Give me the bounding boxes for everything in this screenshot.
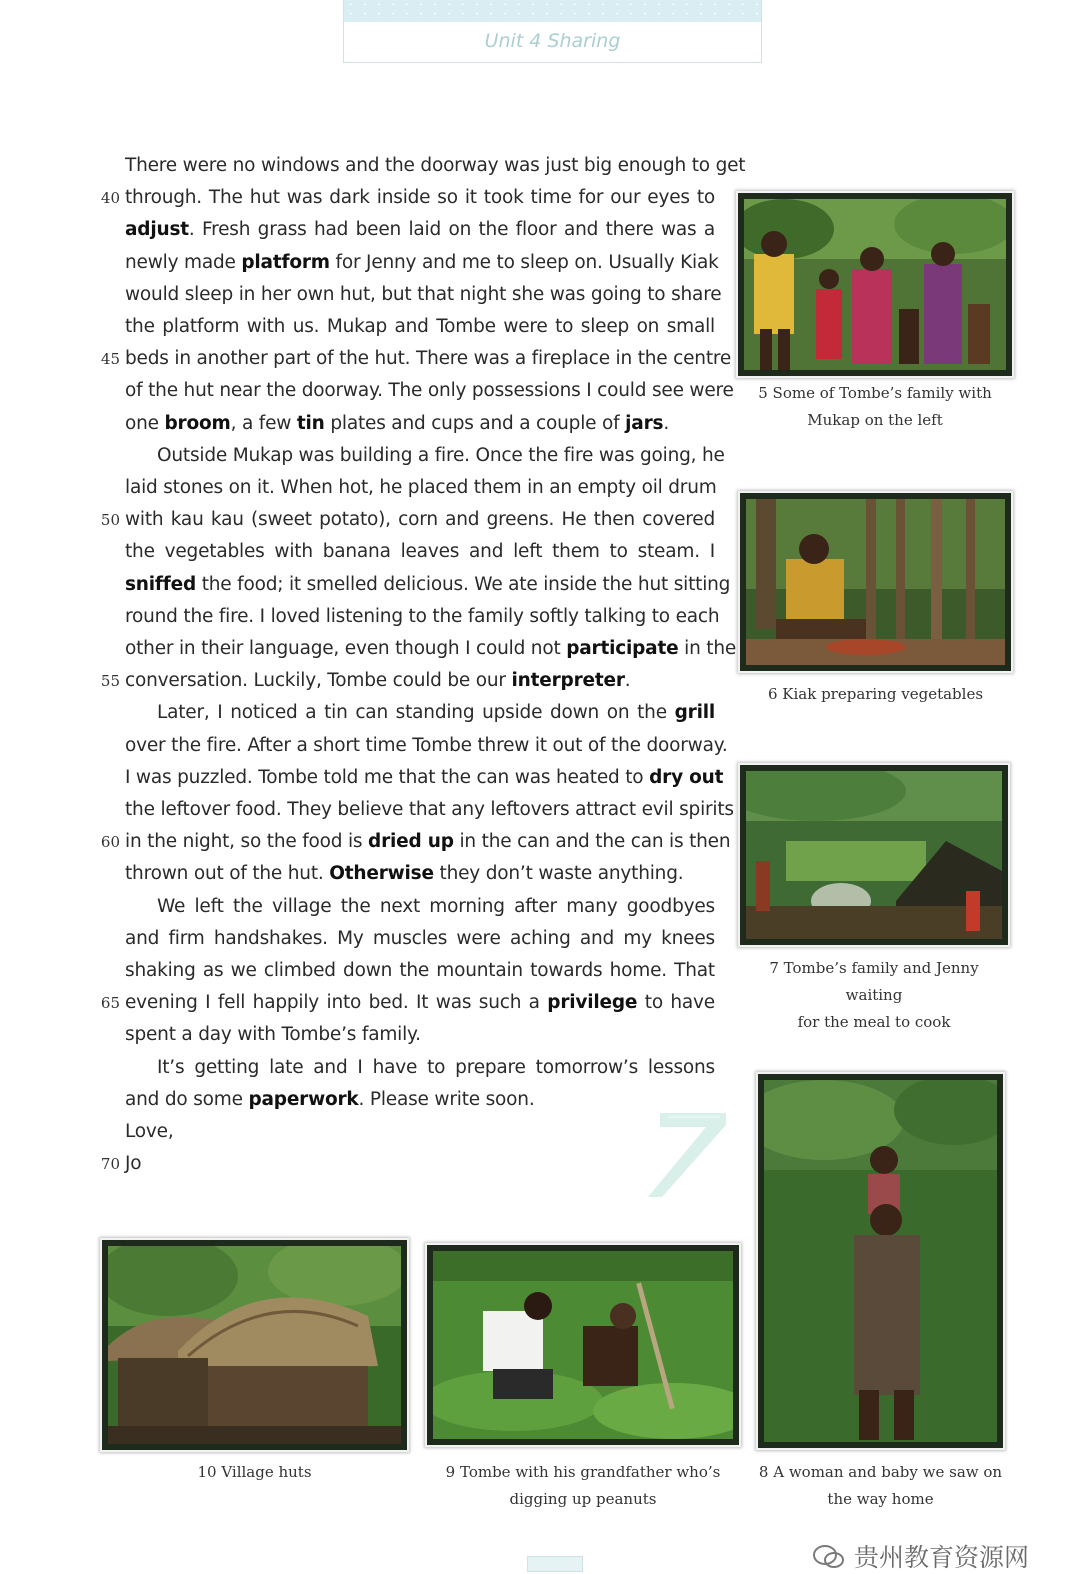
passage-text: , a few [230, 412, 297, 434]
passage-text: round the fire. I loved listening to the family softly talking to each [125, 605, 720, 627]
passage-line [157, 440, 725, 472]
passage-line [125, 1019, 715, 1051]
page-number-box [527, 1556, 583, 1572]
passage-line [125, 955, 715, 987]
header-pattern [344, 0, 761, 22]
watermark [812, 1538, 1029, 1572]
passage-text: conversation. Luckily, Tombe could be our [125, 670, 512, 692]
decorative-seven-icon [640, 1105, 730, 1200]
passage-line [125, 633, 737, 665]
passage-text: with kau kau (sweet potato), corn and greens. He then covered [125, 509, 715, 531]
line-number: 40 [100, 189, 120, 208]
passage-line [125, 375, 734, 407]
passage-text: plates and cups and a couple of [324, 412, 626, 434]
passage-text: I was puzzled. Tombe told me that the can was heated to [125, 766, 650, 788]
watermark-text: 贵州教育资源网 [853, 1543, 1029, 1572]
passage-line [125, 343, 732, 375]
passage-line [125, 247, 719, 279]
passage-line [125, 408, 715, 440]
passage-text: . [624, 670, 631, 692]
passage-text: the platform with us. Mukap and Tombe were to sleep on small [125, 316, 715, 337]
caption-photo-5: 5 Some of Tombe’s family with Mukap on the left [758, 384, 992, 429]
passage-line [125, 794, 734, 826]
vocabulary-word: dry out [649, 766, 724, 788]
passage-text: thrown out of the hut. [125, 863, 330, 885]
passage-text: We left the village the next morning after many goodbyes [157, 895, 715, 917]
passage-text: Later, I noticed a tin can standing upside down on the [157, 702, 675, 724]
passage-text: laid stones on it. When hot, he placed them in an empty oil drum [125, 477, 717, 498]
passage-text: through. The hut was dark inside so it took time for our eyes to [125, 187, 715, 209]
passage-text: spent a day with Tombe’s family. [125, 1024, 421, 1046]
passage-line [125, 601, 720, 633]
line-number: 60 [100, 833, 120, 852]
passage-text: . Please write soon. [358, 1088, 535, 1110]
vocabulary-word: paperwork [248, 1088, 359, 1110]
caption-photo-8: 8 A woman and baby we saw on the way home [758, 1463, 1003, 1508]
photo-family-waiting-for-meal [740, 765, 1008, 945]
passage-text: over the fire. After a short time Tombe threw it out of the doorway. [125, 734, 728, 756]
unit-header-tab [343, 0, 762, 63]
caption-photo-7: 7 Tombe’s family and Jenny waiting for the meal to cook [769, 959, 979, 1031]
vocabulary-word: Otherwise [329, 863, 434, 885]
vocabulary-word: tin [296, 412, 325, 434]
passage-line [125, 987, 715, 1019]
passage-line [125, 150, 746, 182]
passage-text: one [125, 412, 165, 434]
passage-text: . Fresh grass had been laid on the floor and there was a [188, 219, 715, 241]
passage-text: Jo [125, 1153, 142, 1175]
line-number: 45 [100, 350, 120, 369]
passage-line [125, 472, 715, 504]
passage-line [157, 891, 715, 923]
passage-line [125, 1116, 715, 1148]
caption-photo-10: 10 Village huts [197, 1463, 312, 1481]
vocabulary-word: privilege [547, 992, 638, 1014]
passage-text: shaking as we climbed down the mountain towards home. That [125, 960, 715, 981]
passage-text: Love, [125, 1121, 174, 1142]
passage-line [125, 858, 715, 890]
vocabulary-word: sniffed [125, 573, 197, 595]
passage-text: newly made [125, 251, 242, 273]
passage-text: the food; it smelled delicious. We ate inside the hut sitting [196, 573, 731, 595]
unit-title: Unit 4 Sharing [484, 30, 621, 52]
passage-text: they don’t waste anything. [433, 863, 684, 885]
vocabulary-word: jars [625, 412, 664, 434]
vocabulary-word: broom [164, 412, 231, 434]
passage-text: and do some [125, 1088, 249, 1110]
passage-text: in the night, so the food is [125, 831, 369, 853]
vocabulary-word: adjust [125, 219, 189, 241]
passage-line [125, 504, 715, 536]
vocabulary-word: platform [241, 251, 330, 273]
passage-line [125, 182, 715, 214]
passage-text: There were no windows and the doorway was just big enough to get [125, 155, 746, 176]
passage-line [125, 1084, 715, 1116]
passage-text: in the can and the can is then [453, 831, 731, 853]
passage-line [157, 697, 715, 729]
passage-text: and firm handshakes. My muscles were aching and my knees [125, 927, 715, 949]
passage-line [125, 214, 715, 246]
photo-tombe-grandfather-digging [427, 1245, 739, 1445]
passage-text: would sleep in her own hut, but that night she was going to share [125, 283, 722, 305]
passage-line [125, 279, 722, 311]
passage-line [125, 536, 715, 568]
passage-text: beds in another part of the hut. There was a fireplace in the centre [125, 348, 732, 370]
vocabulary-word: grill [674, 702, 715, 724]
passage-line [157, 1052, 715, 1084]
caption-photo-6: 6 Kiak preparing vegetables [767, 685, 984, 703]
photo-woman-and-baby [758, 1074, 1003, 1448]
wechat-logo-icon [812, 1545, 846, 1569]
passage-line [125, 923, 715, 955]
vocabulary-word: interpreter [511, 670, 625, 692]
caption-photo-9: 9 Tombe with his grandfather who’s digging up peanuts [445, 1463, 721, 1508]
passage-text: in the [678, 638, 737, 659]
passage-text: other in their language, even though I could not [125, 638, 567, 659]
photo-village-huts [102, 1240, 407, 1450]
line-number: 65 [100, 994, 120, 1013]
passage-text: to have [637, 992, 715, 1014]
passage-line [125, 1148, 715, 1180]
line-number: 70 [100, 1155, 120, 1174]
passage-text: Outside Mukap was building a fire. Once the fire was going, he [157, 444, 725, 466]
vocabulary-word: dried up [368, 831, 454, 853]
passage-text: evening I fell happily into bed. It was such a [125, 992, 548, 1014]
passage-text: of the hut near the doorway. The only possessions I could see were [125, 380, 734, 402]
line-number: 50 [100, 511, 120, 530]
passage-text: for Jenny and me to sleep on. Usually Kiak [329, 251, 719, 273]
passage-text: the vegetables with banana leaves and left them to steam. I [125, 541, 715, 563]
passage-line [125, 665, 715, 697]
passage-text: It’s getting late and I have to prepare tomorrow’s lessons [157, 1056, 715, 1078]
line-number: 55 [100, 672, 120, 691]
passage-line [125, 826, 731, 858]
photo-tombe-family [738, 193, 1012, 376]
vocabulary-word: participate [566, 638, 679, 659]
passage-line [125, 311, 715, 343]
passage-text: . [663, 412, 669, 434]
passage-line [125, 762, 724, 794]
passage-line [125, 730, 728, 762]
passage-line [125, 569, 731, 601]
passage-text: the leftover food. They believe that any leftovers attract evil spirits [125, 799, 734, 820]
photo-kiak-preparing-vegetables [740, 493, 1011, 671]
